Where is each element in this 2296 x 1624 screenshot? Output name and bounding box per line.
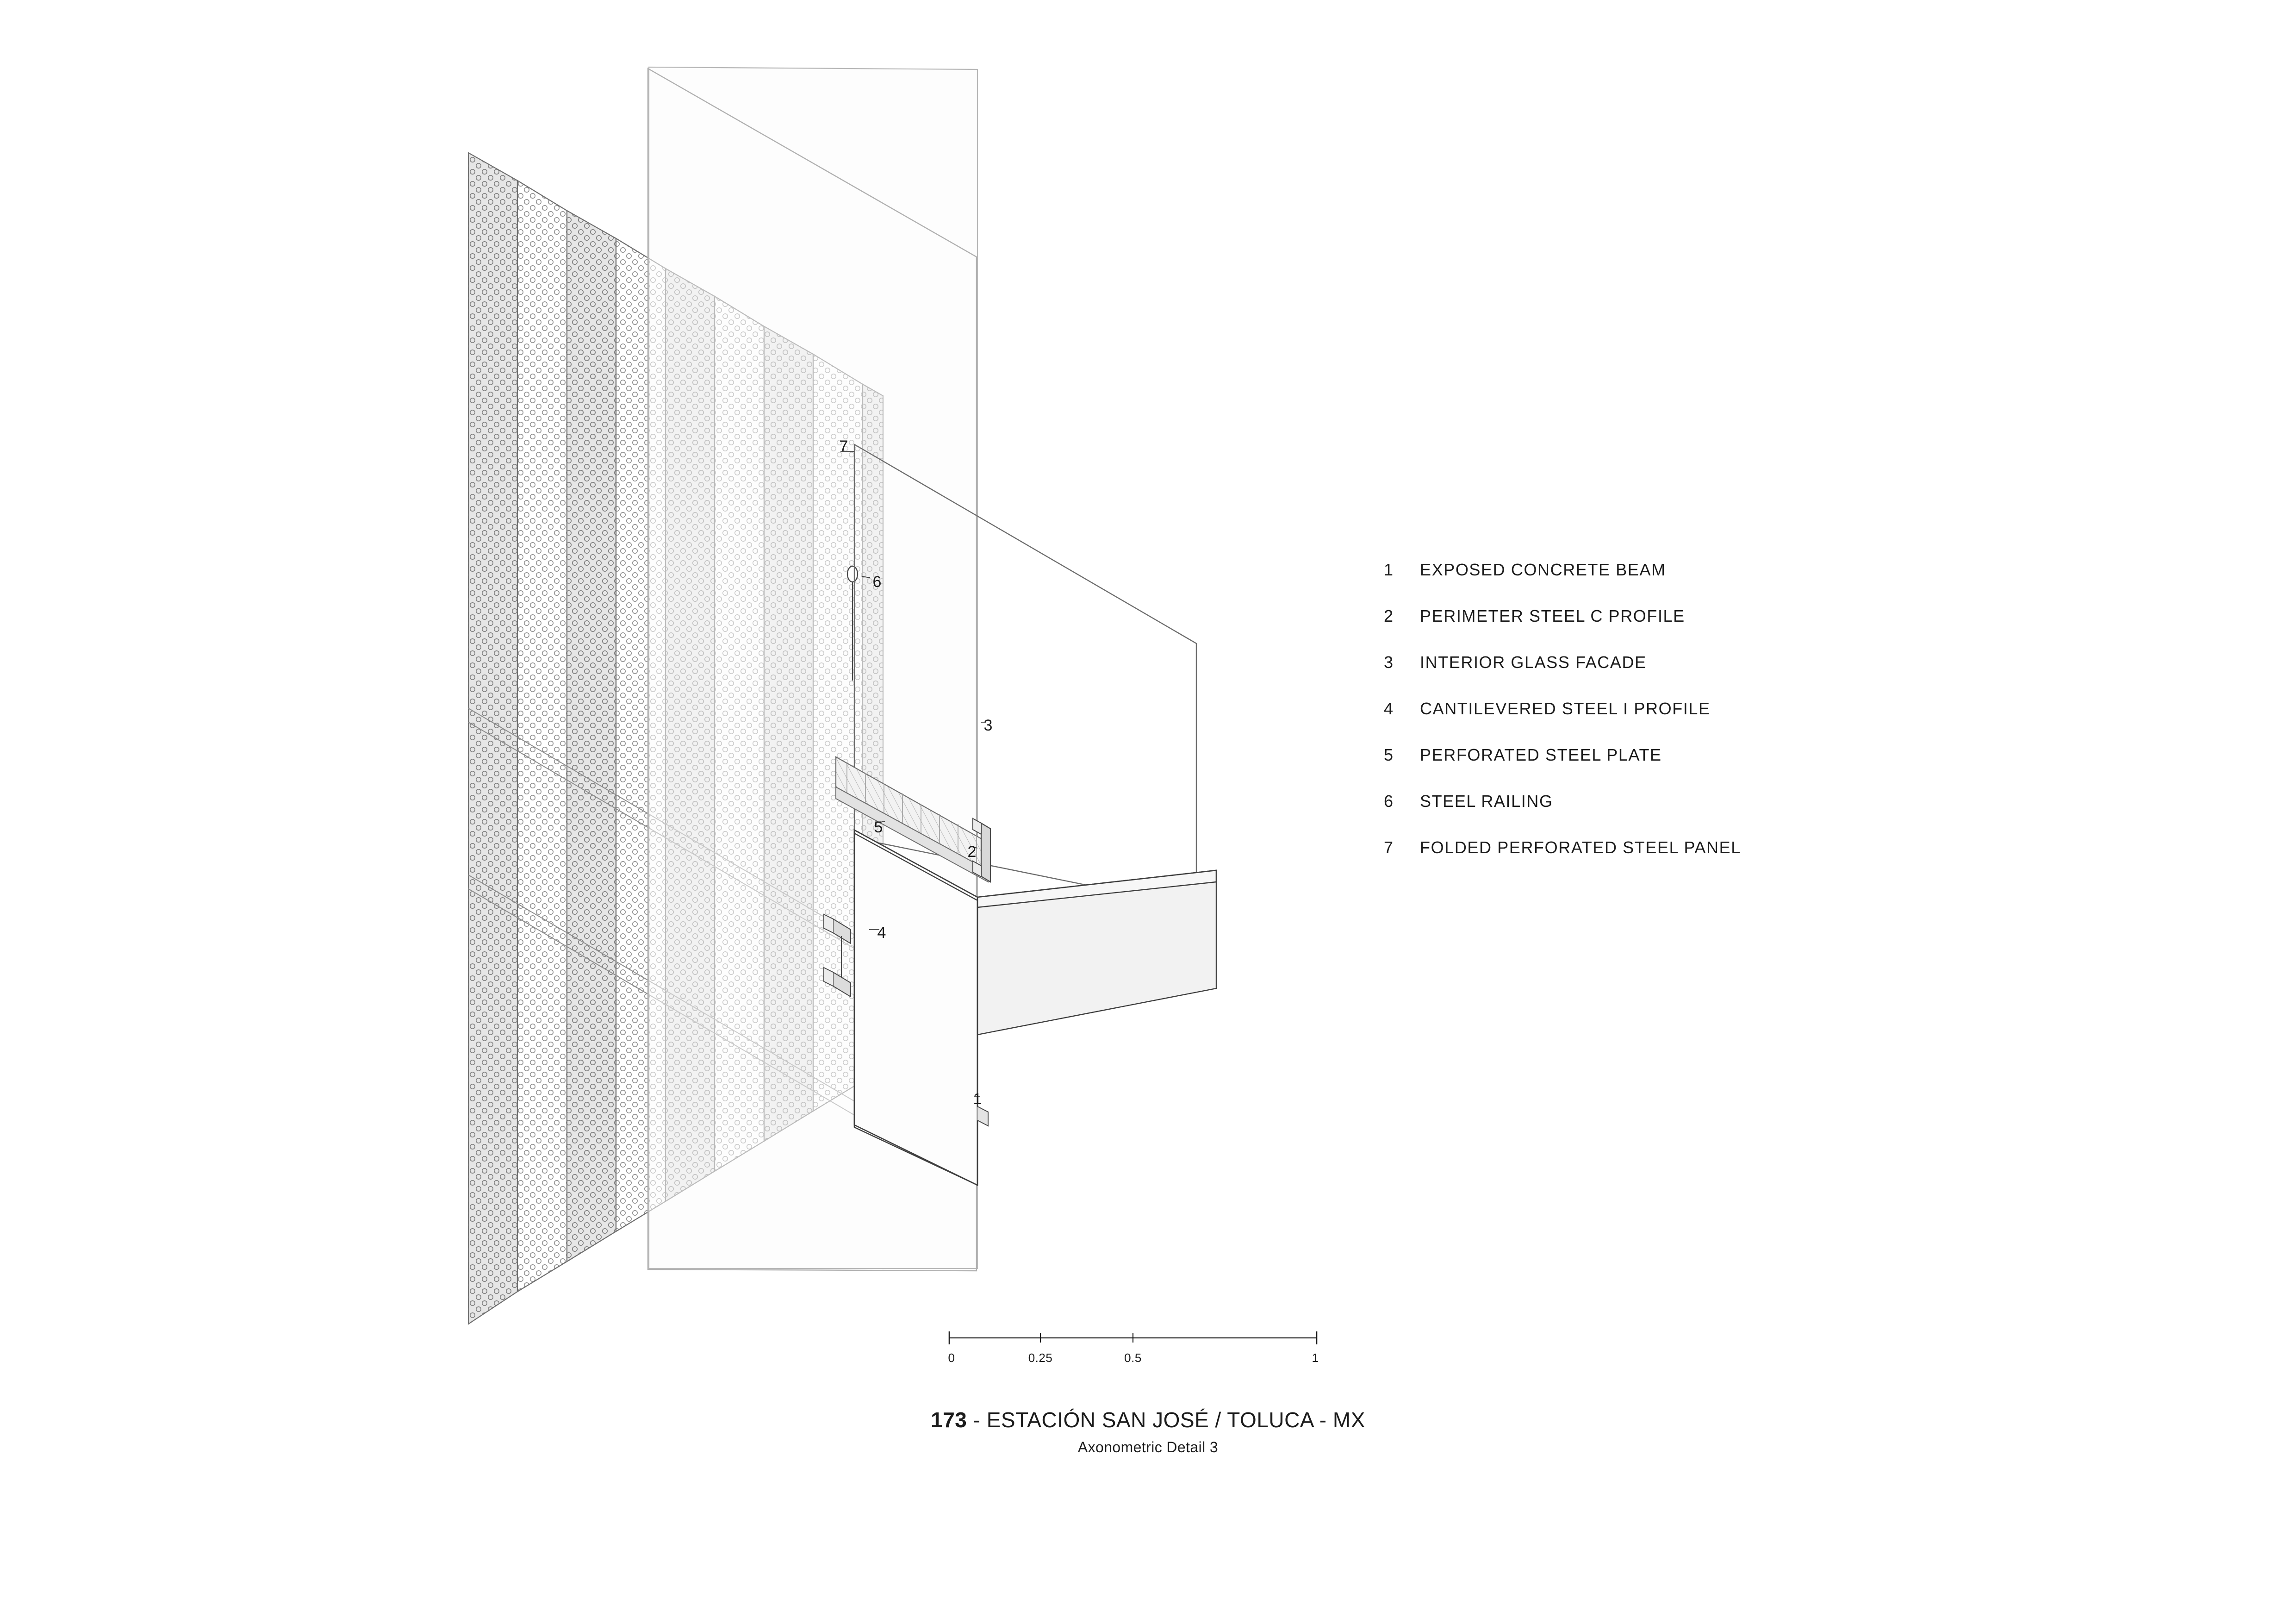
callout-1: 1 (973, 1090, 982, 1108)
legend-item (1384, 606, 2078, 653)
legend-item (1384, 745, 2078, 792)
legend-item (1384, 792, 2078, 838)
legend-item-label: PERFORATED STEEL PLATE (1420, 745, 1662, 764)
legend-item-number: 5 (1384, 745, 1394, 764)
legend-item (1384, 560, 2078, 606)
legend-item-number: 7 (1384, 838, 1394, 857)
project-name: ESTACIÓN SAN JOSÉ / TOLUCA - MX (986, 1408, 1365, 1432)
scale-tick-0: 0 (948, 1351, 955, 1365)
legend-item-label: STEEL RAILING (1420, 792, 1553, 811)
page-title (0, 1407, 2296, 1432)
callout-7: 7 (839, 437, 848, 455)
legend-item-number: 2 (1384, 606, 1394, 625)
legend-item-number: 1 (1384, 560, 1394, 579)
legend-item (1384, 653, 2078, 699)
legend-item (1384, 699, 2078, 745)
callout-2: 2 (967, 843, 977, 861)
legend-item-label: INTERIOR GLASS FACADE (1420, 653, 1647, 672)
sheet-number: 173 (931, 1408, 967, 1432)
callout-5: 5 (874, 818, 883, 836)
legend-item-number: 6 (1384, 792, 1394, 811)
legend-list (1384, 560, 2078, 884)
beam-anchor (977, 1106, 988, 1126)
legend-item-number: 3 (1384, 653, 1394, 672)
scale-tick-05: 0.5 (1124, 1351, 1142, 1365)
scale-tick-025: 0.25 (1028, 1351, 1053, 1365)
title-separator: - (967, 1408, 987, 1432)
scale-bar (948, 1328, 1318, 1372)
callout-4: 4 (877, 924, 886, 942)
scale-tick-1: 1 (1312, 1351, 1319, 1365)
legend-item-number: 4 (1384, 699, 1394, 718)
exposed-concrete-beam (854, 830, 1216, 1185)
callout-6: 6 (872, 573, 882, 591)
legend-item-label: EXPOSED CONCRETE BEAM (1420, 560, 1666, 579)
callout-3: 3 (983, 717, 993, 734)
legend-item (1384, 838, 2078, 884)
title-block (0, 1407, 2296, 1456)
legend-item-label: FOLDED PERFORATED STEEL PANEL (1420, 838, 1741, 857)
legend-item-label: PERIMETER STEEL C PROFILE (1420, 606, 1685, 625)
legend-item-label: CANTILEVERED STEEL I PROFILE (1420, 699, 1711, 718)
drawing-subtitle: Axonometric Detail 3 (1077, 1439, 1219, 1455)
